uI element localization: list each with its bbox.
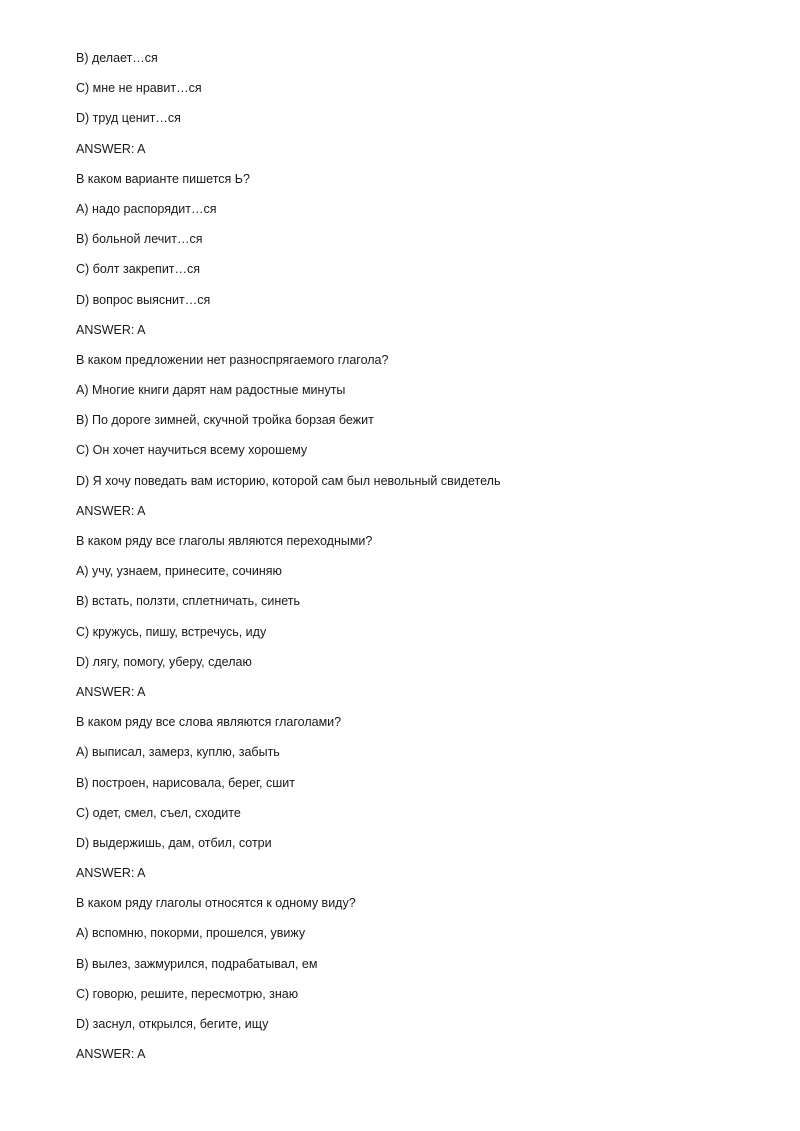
option-line: D) труд ценит…ся [76, 111, 181, 126]
question-line: В каком предложении нет разноспрягаемого глагола? [76, 352, 389, 367]
option-line: A) вспомню, покорми, прошелся, увижу [76, 926, 306, 941]
option-line: C) Он хочет научиться всему хорошему [76, 443, 308, 458]
answer-line: ANSWER: A [76, 503, 146, 518]
answer-line: ANSWER: A [76, 322, 146, 337]
option-line: D) выдержишь, дам, отбил, сотри [76, 835, 272, 850]
question-line: В каком варианте пишется Ь? [76, 171, 250, 186]
option-line: A) Многие книги дарят нам радостные минуты [76, 383, 346, 398]
option-line: B) встать, ползти, сплетничать, синеть [76, 594, 301, 609]
option-line: C) одет, смел, съел, сходите [76, 805, 241, 820]
option-line: C) говорю, решите, пересмотрю, знаю [76, 986, 299, 1001]
option-line: B) больной лечит…ся [76, 232, 203, 247]
option-line: B) делает…ся [76, 51, 158, 65]
option-line: B) вылез, зажмурился, подрабатывал, ем [76, 956, 318, 971]
option-line: B) построен, нарисовала, берег, сшит [76, 775, 295, 790]
question-line: В каком ряду все слова являются глаголами? [76, 715, 342, 730]
option-line: C) кружусь, пишу, встречусь, иду [76, 624, 267, 639]
option-line: C) болт закрепит…ся [76, 262, 201, 277]
question-line: В каком ряду все глаголы являются переходными? [76, 534, 373, 548]
option-line: D) лягу, помогу, уберу, сделаю [76, 654, 252, 669]
answer-line: ANSWER: A [76, 1047, 146, 1062]
answer-line: ANSWER: A [76, 866, 146, 881]
option-line: A) выписал, замерз, куплю, забыть [76, 745, 280, 760]
answer-line: ANSWER: A [76, 684, 146, 699]
option-line: D) Я хочу поведать вам историю, которой сам был невольный свидетель [76, 473, 501, 488]
document-page [76, 48, 756, 1074]
question-line: В каком ряду глаголы относятся к одному виду? [76, 896, 356, 911]
option-line: D) вопрос выяснит…ся [76, 292, 211, 307]
option-line: A) учу, узнаем, принесите, сочиняю [76, 564, 282, 579]
option-line: D) заснул, открылся, бегите, ищу [76, 1017, 269, 1031]
option-line: B) По дороге зимней, скучной тройка борзая бежит [76, 413, 374, 428]
answer-line: ANSWER: A [76, 141, 146, 156]
option-line: C) мне не нравит…ся [76, 81, 202, 96]
option-line: A) надо распорядит…ся [76, 201, 217, 216]
